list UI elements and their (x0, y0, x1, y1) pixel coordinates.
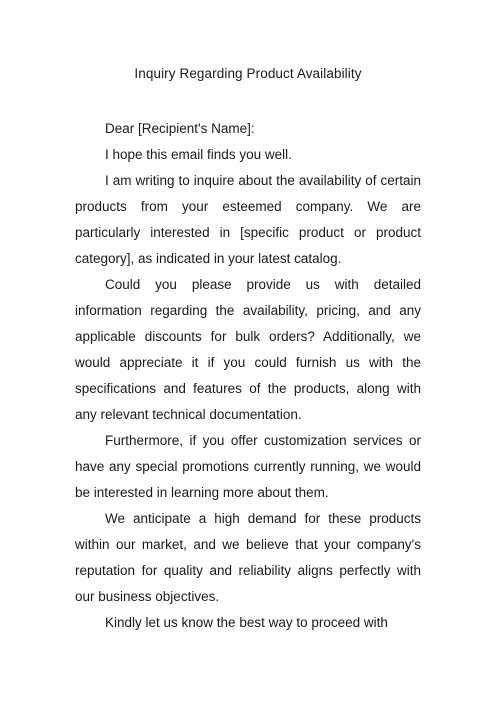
salutation: Dear [Recipient's Name]: (105, 121, 255, 136)
paragraph-greeting: I hope this email finds you well. (105, 147, 292, 162)
paragraph-customization: Furthermore, if you offer customization services or have any special promotions currently running, we would be interested in learning more about them. (75, 433, 421, 500)
document-title: Inquiry Regarding Product Availability (134, 66, 362, 81)
letter-body (75, 116, 421, 636)
paragraph-inquiry: I am writing to inquire about the availability of certain products from your esteemed company. We are particularly interested in [specific product or product category], as indicated in your latest catalog. (75, 173, 421, 266)
paragraph-details-request: Could you please provide us with detailed information regarding the availability, pricing, and any applicable discounts for bulk orders? Additionally, we would appreciate it if you could furnish us with the specifications and features of the products, along with any relevant technical documentation. (75, 277, 421, 422)
paragraph-market-demand: We anticipate a high demand for these products within our market, and we believe that your company's reputation for quality and reliability aligns perfectly with our business objectives. (75, 511, 421, 604)
paragraph-next-steps: Kindly let us know the best way to proceed with (105, 615, 388, 630)
